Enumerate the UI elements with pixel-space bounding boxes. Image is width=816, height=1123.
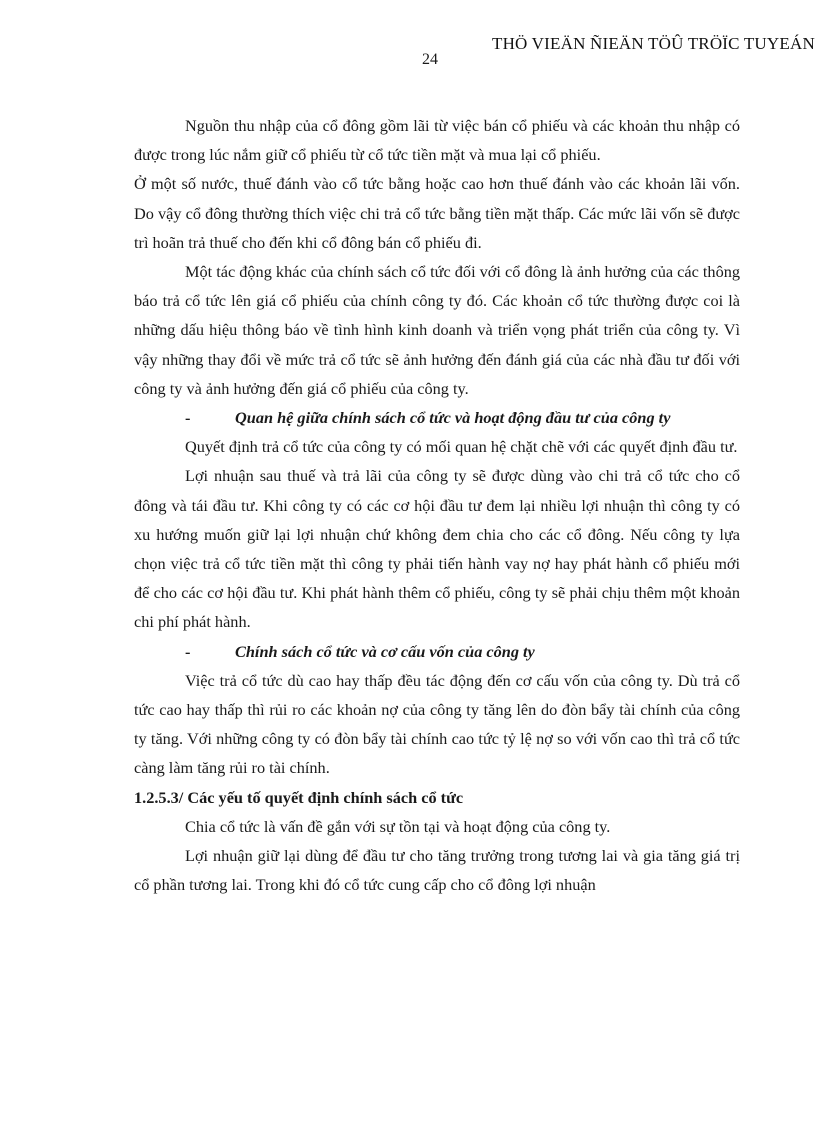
subheading-text: Quan hệ giữa chính sách cổ tức và hoạt động đầu tư của công ty [235, 408, 671, 428]
paragraph: Quyết định trả cổ tức của công ty có mối quan hệ chặt chẽ với các quyết định đầu tư. [185, 437, 738, 457]
paragraph: Một tác động khác của chính sách cổ tức đối với cổ đông là ảnh hưởng của các thông báo trả cổ tức lên giá cổ phiếu của chính công ty đó. Các khoản cổ tức thường được coi là những dấu hiệu thông báo về tình hình kinh doanh và triển vọng phát triển của công ty. Vì vậy những thay đổi về mức trả cổ tức sẽ ảnh hưởng đến đánh giá của các nhà đầu tư đối với công ty và ảnh hưởng đến giá cổ phiếu của công ty. [134, 262, 740, 398]
page-number: 24 [422, 51, 438, 68]
bullet-dash: - [185, 641, 191, 661]
paragraph: Việc trả cổ tức dù cao hay thấp đều tác động đến cơ cấu vốn của công ty. Dù trả cổ tức cao hay thấp thì rủi ro các khoản nợ của công ty tăng lên do đòn bẩy tài chính của công ty tăng. Với những công ty có đòn bẩy tài chính cao tức tỷ lệ nợ so với vốn cao thì trả cổ tức càng làm tăng rủi ro tài chính. [134, 670, 740, 778]
subheading [134, 403, 740, 432]
library-watermark: THÖ VIEÄN ÑIEÄN TÖÛ TRÖÏC TUYEÁN [492, 34, 815, 53]
paragraph: Chia cổ tức là vấn đề gắn với sự tồn tại và hoạt động của công ty. [185, 816, 611, 836]
paragraph: Lợi nhuận giữ lại dùng để đầu tư cho tăng trưởng trong tương lai và gia tăng giá trị cổ phần tương lai. Trong khi đó cổ tức cung cấp cho cổ đông lợi nhuận [134, 846, 740, 895]
paragraph: Lợi nhuận sau thuế và trả lãi của công ty sẽ được dùng vào chi trả cổ tức cho cổ đông và tái đầu tư. Khi công ty có các cơ hội đầu tư đem lại nhiều lợi nhuận thì công ty có xu hướng muốn giữ lại lợi nhuận chứ không đem chia cho các cổ đông. Nếu công ty lựa chọn việc trả cổ tức tiền mặt thì công ty phải tiến hành vay nợ hay phát hành cổ phiếu mới để cho các cơ hội đầu tư. Khi phát hành thêm cổ phiếu, công ty sẽ phải chịu thêm một khoản chi phí phát hành. [134, 466, 740, 632]
bullet-dash: - [185, 408, 191, 428]
section-heading: 1.2.5.3/ Các yếu tố quyết định chính sách cổ tức [134, 787, 464, 807]
document-body [134, 111, 740, 899]
subheading [134, 637, 740, 666]
subheading-text: Chính sách cổ tức và cơ cấu vốn của công ty [235, 641, 535, 661]
paragraph: Nguồn thu nhập của cổ đông gồm lãi từ việc bán cổ phiếu và các khoản thu nhập có được trong lúc nắm giữ cổ phiếu từ cổ tức tiền mặt và mua lại cổ phiếu. [134, 116, 740, 165]
paragraph: Ở một số nước, thuế đánh vào cổ tức bằng hoặc cao hơn thuế đánh vào các khoản lãi vốn. Do vậy cổ đông thường thích việc chi trả cổ tức bằng tiền mặt thấp. Các mức lãi vốn sẽ được trì hoãn trả thuế cho đến khi cổ đông bán cổ phiếu đi. [134, 174, 740, 252]
